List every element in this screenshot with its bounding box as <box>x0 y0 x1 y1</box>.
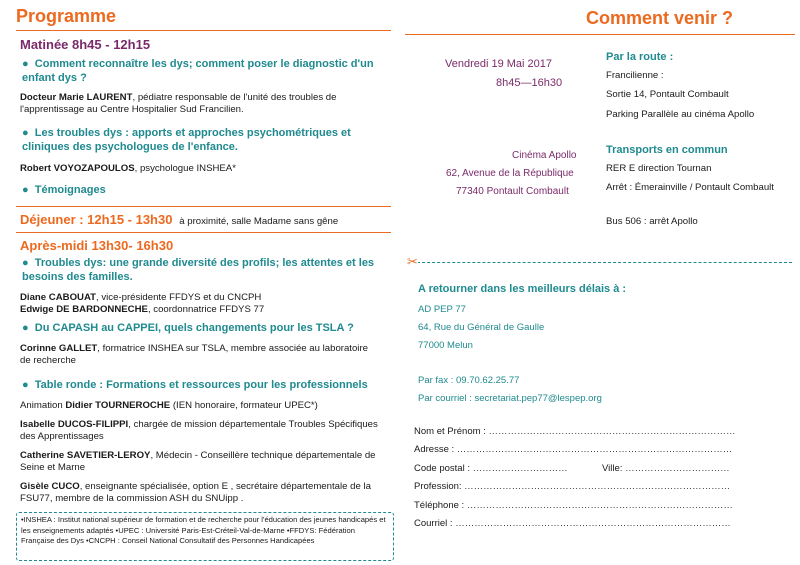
round-table-panelist-1: Isabelle DUCOS-FILIPPI, chargée de mission départementale Troubles Spécifiques des Apprentissages <box>20 419 378 442</box>
name-input[interactable]: …………………………………………………………………… <box>488 426 736 437</box>
divider <box>16 206 391 207</box>
event-date: Vendredi 19 Mai 2017 <box>445 58 553 70</box>
return-addr-2: 64, Rue du Général de Gaulle <box>418 322 545 333</box>
venue-city: 77340 Pontault Combault <box>456 186 569 197</box>
return-addr-3: 77000 Melun <box>418 340 473 351</box>
email-field-row[interactable]: Courriel : …………………………………………………………………………… <box>414 518 731 529</box>
morning-heading: Matinée 8h45 - 12h15 <box>20 37 151 52</box>
afternoon-item-2: ● Du CAPASH au CAPPEI, quels changements pour les TSLA ? <box>22 322 354 334</box>
morning-item-3: ● Témoignages <box>22 184 106 196</box>
lunch-row: Déjeuner : 12h15 - 13h30 à proximité, salle Madame sans gêne <box>20 212 339 227</box>
road-line-1: Francilienne : <box>606 70 664 81</box>
morning-speaker-2: Robert VOYOZAPOULOS, psychologue INSHEA* <box>20 163 236 174</box>
bullet-dot-icon: ● <box>22 184 29 196</box>
phone-field-row[interactable]: Téléphone : ………………………………………………………………………… <box>414 500 733 511</box>
transit-heading: Transports en commun <box>606 144 728 156</box>
morning-item-1: ● Comment reconnaître les dys; comment poser le diagnostic d'un enfant dys ? <box>22 58 374 84</box>
transit-line-2: Arrêt : Émerainville / Pontault Combault <box>606 182 774 193</box>
cut-line <box>407 262 792 263</box>
bullet-dot-icon: ● <box>22 379 29 391</box>
afternoon-heading: Après-midi 13h30- 16h30 <box>20 238 174 253</box>
bullet-dot-icon: ● <box>22 127 29 139</box>
comment-venir-title: Comment venir ? <box>586 8 734 28</box>
venue-street: 62, Avenue de la République <box>446 168 574 179</box>
morning-item-2: ● Les troubles dys : apports et approches psychométriques et cliniques des psychologues de l'enfance. <box>22 127 351 153</box>
afternoon-speaker-1: Diane CABOUAT, vice-présidente FFDYS et du CNCPH <box>20 292 262 303</box>
postal-input[interactable]: ………………………… <box>472 463 568 474</box>
divider <box>16 232 391 233</box>
afternoon-speaker-2: Edwige DE BARDONNECHE, coordonnatrice FFDYS 77 <box>20 304 265 315</box>
transit-line-3: Bus 506 : arrêt Apollo <box>606 216 698 227</box>
road-line-3: Parking Parallèle au cinéma Apollo <box>606 109 755 120</box>
return-addr-1: AD PEP 77 <box>418 304 466 315</box>
road-heading: Par la route : <box>606 51 674 63</box>
return-email: Par courriel : secretariat.pep77@lespep.org <box>418 393 602 404</box>
phone-input[interactable]: ………………………………………………………………………… <box>466 500 733 511</box>
postal-field-row[interactable]: Code postal : ………………………… <box>414 463 568 474</box>
profession-input[interactable]: ………………………………………………………………………… <box>464 481 731 492</box>
acronyms-note: •INSHEA : Institut national supérieur de formation et de recherche pour l'éducation des jeunes handicapés et les enseignements adaptés •UPEC : Université Paris-Est-Créteil-Val-de-Marne •FFDYS: Fédération Française des Dys •CNCPH : Conseil National Consultatif des Personnes Handicapées <box>16 512 394 561</box>
event-time: 8h45—16h30 <box>496 77 563 89</box>
afternoon-speaker-3: Corinne GALLET, formatrice INSHEA sur TSLA, membre associée au laboratoire de recherche <box>20 343 368 366</box>
city-field-row[interactable]: Ville: …………………………… <box>602 463 730 474</box>
profession-field-row[interactable]: Profession: ………………………………………………………………………… <box>414 481 731 492</box>
road-line-2: Sortie 14, Pontault Combault <box>606 89 729 100</box>
return-fax: Par fax : 09.70.62.25.77 <box>418 375 520 386</box>
address-input[interactable]: …………………………………………………………………………… <box>456 444 733 455</box>
bullet-dot-icon: ● <box>22 257 29 269</box>
address-field-row[interactable]: Adresse : …………………………………………………………………………… <box>414 444 733 455</box>
programme-title: Programme <box>16 6 117 26</box>
round-table-panelist-3: Gisèle CUCO, enseignante spécialisée, option E , secrétaire départementale de la FSU77, membre de la commission ASH du SNUipp . <box>20 481 371 504</box>
return-heading: A retourner dans les meilleurs délais à : <box>418 283 627 295</box>
bullet-dot-icon: ● <box>22 322 29 334</box>
morning-speaker-1: Docteur Marie LAURENT, pédiatre responsable de l'unité des troubles de l'apprentissage au Centre Hospitalier Sud Francilien. <box>20 92 337 115</box>
transit-line-1: RER E direction Tournan <box>606 163 712 174</box>
scissors-icon: ✂ <box>407 254 418 269</box>
bullet-dot-icon: ● <box>22 58 29 70</box>
round-table-animator: Animation Didier TOURNEROCHE (IEN honoraire, formateur UPEC*) <box>20 400 318 411</box>
divider <box>405 34 795 35</box>
email-input[interactable]: …………………………………………………………………………… <box>455 518 731 529</box>
round-table-panelist-2: Catherine SAVETIER-LEROY, Médecin - Conseillère technique départementale de Seine et Marne <box>20 450 376 473</box>
venue-name: Cinéma Apollo <box>512 150 577 161</box>
afternoon-item-1: ● Troubles dys: une grande diversité des profils; les attentes et les besoins des familles. <box>22 257 375 283</box>
divider <box>16 30 391 31</box>
city-input[interactable]: …………………………… <box>625 463 730 474</box>
afternoon-item-3: ● Table ronde : Formations et ressources pour les professionnels <box>22 379 368 391</box>
name-field-row[interactable]: Nom et Prénom : …………………………………………………………………… <box>414 426 736 437</box>
